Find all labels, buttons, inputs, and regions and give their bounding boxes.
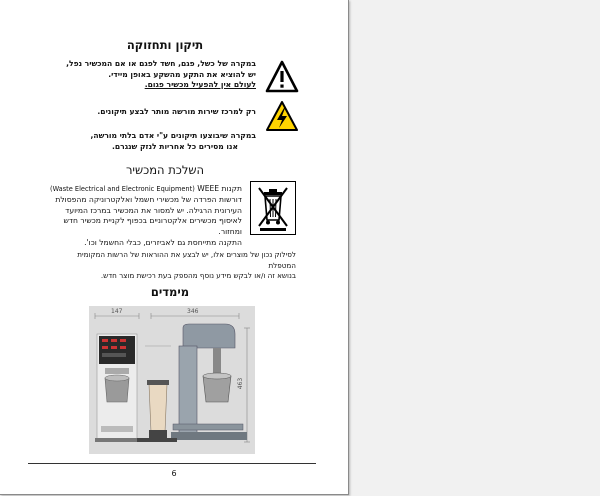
footer-rule (28, 463, 316, 464)
page-number: 6 (171, 469, 177, 478)
electric-hazard-icon (265, 100, 299, 132)
warning-triangle-icon (265, 60, 299, 94)
liability-notice: במקרה שיבוצעו תיקונים ע"י אדם בלתי מורשה, אנו מסירים כל אחריות לנזק שנגרם. (90, 131, 256, 151)
accessories-line: התקנה מתייחסת גם לאביזרים, כבלי החשמל וכו'. (84, 238, 242, 247)
dimensions-figure (89, 306, 255, 454)
dim-front-width: 147 (111, 308, 123, 315)
disposal-title: השלכת המכשיר (125, 163, 205, 177)
service-notice: רק למרכז שירות מורשה מותר לבצע תיקונים. (97, 107, 256, 116)
weee-paragraph: דורשות הפרדה של מכשירי חשמל ואלקטרוניקה מהפסולת העירונית הרגילה. יש למסור את המכשיר במרכז המיועד לאיסוף מכשירים אלקטרוניים בכפוף לקניית מכשיר חדש ומחזור. (55, 195, 242, 236)
recycling-paragraph: לסילוק נכון של מוצרים אלו, יש לבצע את ההוראות של הרשות המקומית המטפלת בנושא זה ו/או לבקש מידע נוסף מהספק בעת רכישת מוצר חדש. (77, 250, 296, 281)
weee-bin-icon (250, 181, 296, 235)
dim-side-width: 346 (187, 308, 199, 315)
dimensions-title: מימדים (150, 285, 190, 299)
weee-heading-line: (Waste Electrical and Electronic Equipment) תקנות WEEE (50, 184, 242, 193)
dim-height: 463 (237, 377, 245, 390)
repair-warning: במקרה של כשל, פגם, חשד לפגם או אם המכשיר נפל, יש להוציא את התקע מהשקע באופן מיידי. לעולם אין להפעיל מכשיר פגום. (66, 59, 256, 90)
repair-title: תיקון ותחזוקה (126, 38, 204, 52)
